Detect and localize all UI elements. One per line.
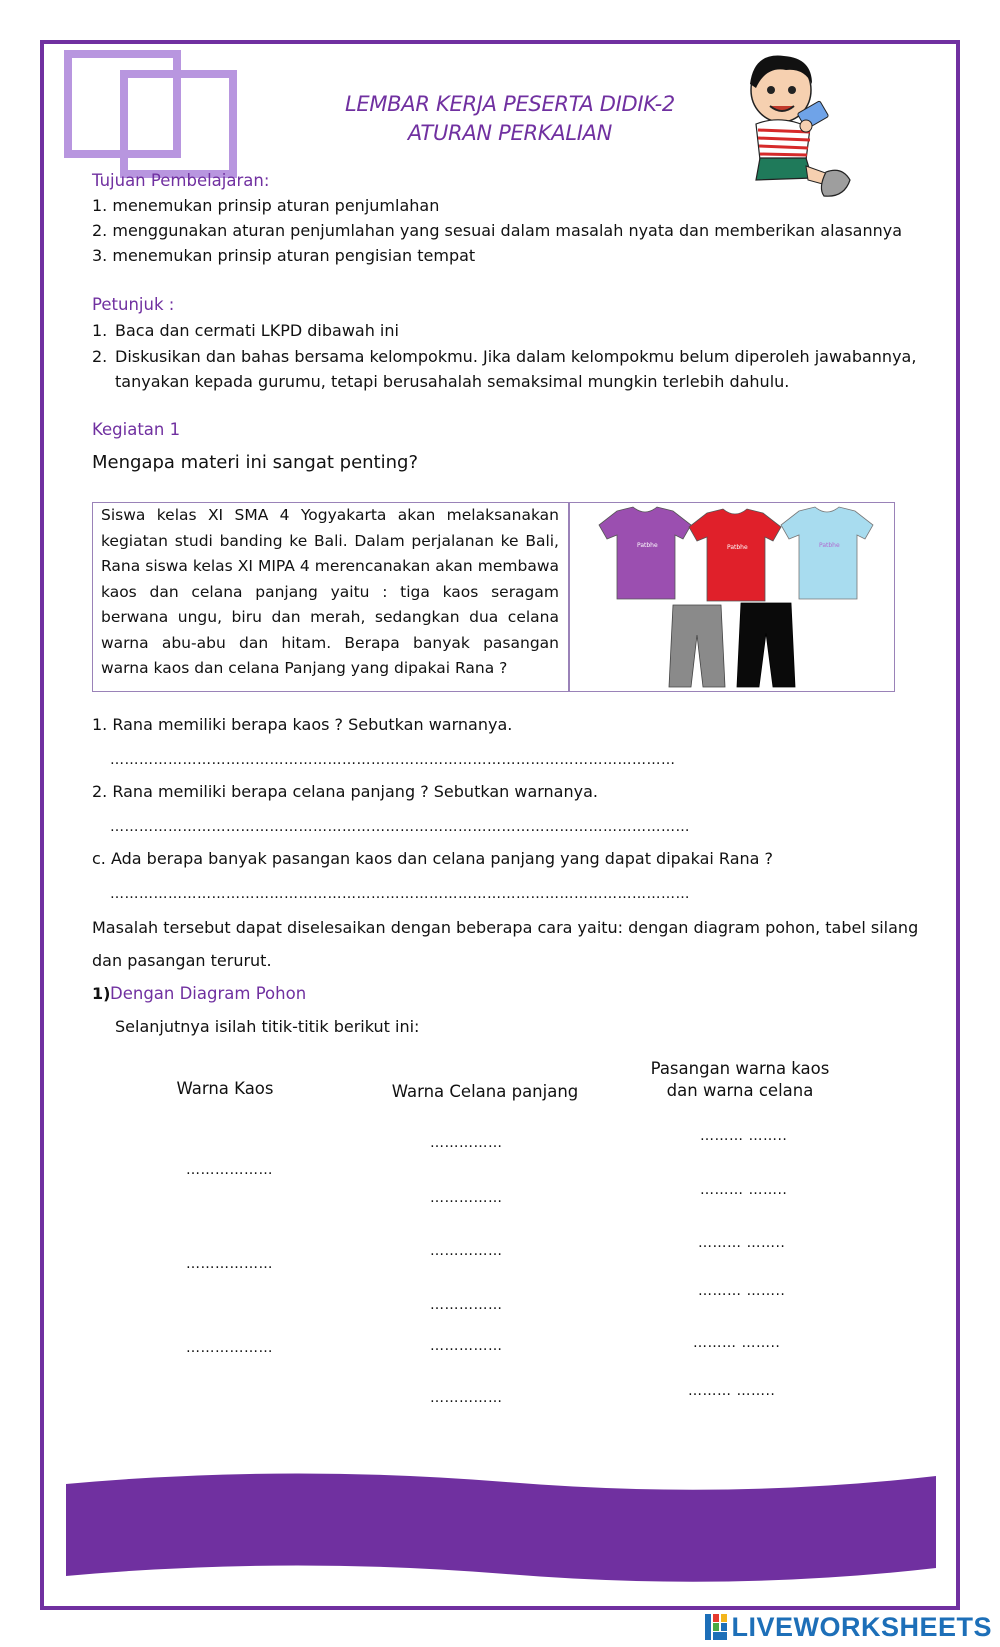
celana-blank-5[interactable]: …………… <box>430 1338 503 1354</box>
shirt-red <box>689 509 781 601</box>
shirt-label-1: Patbhe <box>637 542 658 549</box>
instruction: Selanjutnya isilah titik-titik berikut ini: <box>115 1017 420 1036</box>
kaos-blank-2[interactable]: ……………… <box>186 1256 273 1272</box>
liveworksheets-logo[interactable] <box>705 1610 992 1644</box>
celana-blank-6[interactable]: …………… <box>430 1390 503 1406</box>
tujuan-item-1: 1. menemukan prinsip aturan penjumlahan <box>92 196 440 215</box>
clothes-illustration <box>573 503 893 691</box>
kegiatan-heading: Kegiatan 1 <box>92 420 181 439</box>
method-number: 1) <box>92 984 111 1003</box>
pair-blank-4[interactable]: ……… …….. <box>698 1283 786 1299</box>
question-3: c. Ada berapa banyak pasangan kaos dan celana panjang yang dapat dipakai Rana ? <box>92 849 774 868</box>
pair-blank-2[interactable]: ……… …….. <box>700 1182 788 1198</box>
col-pasangan-1: Pasangan warna kaos <box>650 1059 830 1078</box>
petunjuk-item-2-cont: tanyakan kepada gurumu, tetapi berusahalah semaksimal mungkin terlebih dahulu. <box>115 372 790 391</box>
question-1: 1. Rana memiliki berapa kaos ? Sebutkan warnanya. <box>92 715 513 734</box>
footer-band <box>66 1470 936 1585</box>
tujuan-item-2: 2. menggunakan aturan penjumlahan yang sesuai dalam masalah nyata dan memberikan alasannya <box>92 221 903 240</box>
petunjuk-num-2: 2. <box>92 347 108 366</box>
answer-line-3[interactable]: ………………………………………………………………………………………………………… <box>110 886 690 902</box>
petunjuk-item-2: Diskusikan dan bahas bersama kelompokmu. Jika dalam kelompokmu belum diperoleh jawabannya, <box>115 347 917 366</box>
pants-black <box>737 603 795 687</box>
liveworksheets-logo-icon <box>705 1614 727 1640</box>
pair-blank-5[interactable]: ……… …….. <box>693 1335 781 1351</box>
shirt-label-2: Patbhe <box>727 544 748 551</box>
kegiatan-question: Mengapa materi ini sangat penting? <box>92 452 419 473</box>
shirt-purple <box>599 507 691 599</box>
liveworksheets-logo-text: LIVEWORKSHEETS <box>731 1611 992 1642</box>
celana-blank-1[interactable]: …………… <box>430 1135 503 1151</box>
celana-blank-3[interactable]: …………… <box>430 1243 503 1259</box>
story-divider <box>568 503 570 691</box>
kaos-blank-3[interactable]: ……………… <box>186 1340 273 1356</box>
shirt-blue <box>781 507 873 599</box>
decor-square-2 <box>120 70 237 178</box>
solution-text-2: dan pasangan terurut. <box>92 951 272 970</box>
pair-blank-1[interactable]: ……… …….. <box>700 1128 788 1144</box>
title-line-1: LEMBAR KERJA PESERTA DIDIK-2 <box>345 92 675 116</box>
celana-blank-4[interactable]: …………… <box>430 1297 503 1313</box>
col-warna-kaos: Warna Kaos <box>176 1079 274 1098</box>
answer-line-2[interactable]: ………………………………………………………………………………………………………… <box>110 819 690 835</box>
tujuan-item-3: 3. menemukan prinsip aturan pengisian tempat <box>92 246 476 265</box>
story-text: Siswa kelas XI SMA 4 Yogyakarta akan melaksanakan kegiatan studi banding ke Bali. Dalam perjalanan ke Bali, Rana siswa kelas XI MIPA 4 merencanakan akan membawa kaos dan celana panjang yaitu : tiga kaos seragam berwana ungu, biru dan merah, sedangkan dua celana warna abu-abu dan hitam. Berapa banyak pasangan warna kaos dan celana Panjang yang dipakai Rana ? <box>101 506 559 677</box>
celana-blank-2[interactable]: …………… <box>430 1190 503 1206</box>
story-box <box>92 502 895 692</box>
solution-text-1: Masalah tersebut dapat diselesaikan dengan beberapa cara yaitu: dengan diagram pohon, tabel silang <box>92 918 919 937</box>
pants-grey <box>669 605 725 687</box>
petunjuk-num-1: 1. <box>92 321 108 340</box>
pair-blank-6[interactable]: ……… …….. <box>688 1383 776 1399</box>
method-title: Dengan Diagram Pohon <box>110 984 307 1003</box>
pair-blank-3[interactable]: ……… …….. <box>698 1235 786 1251</box>
petunjuk-heading: Petunjuk : <box>92 295 175 314</box>
petunjuk-item-1: Baca dan cermati LKPD dibawah ini <box>115 321 399 340</box>
tujuan-heading: Tujuan Pembelajaran: <box>92 171 270 190</box>
col-warna-celana: Warna Celana panjang <box>391 1082 579 1101</box>
col-pasangan-2: dan warna celana <box>666 1081 814 1100</box>
boy-reading-illustration <box>726 48 856 204</box>
answer-line-1[interactable]: ……………………………………………………………………………………………………… <box>110 752 676 768</box>
title-line-2: ATURAN PERKALIAN <box>407 121 613 145</box>
question-2: 2. Rana memiliki berapa celana panjang ? Sebutkan warnanya. <box>92 782 598 801</box>
kaos-blank-1[interactable]: ……………… <box>186 1162 273 1178</box>
shirt-label-3: Patbhe <box>819 542 840 549</box>
